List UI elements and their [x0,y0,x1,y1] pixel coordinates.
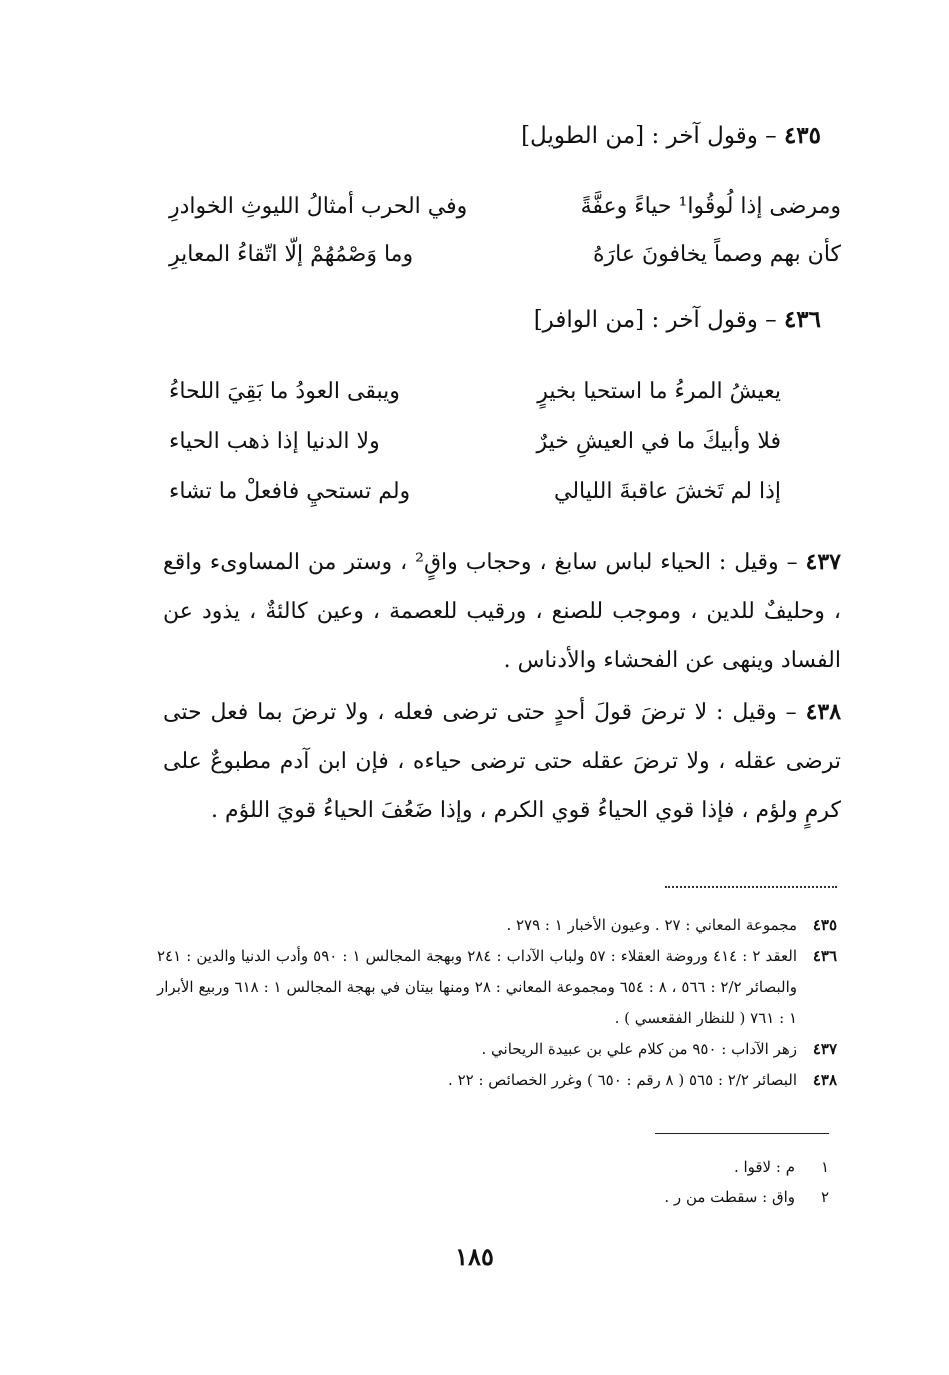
poem-436 [169,367,781,517]
second-hemistich: ولا الدنيا إذا ذهب الحياء [169,429,380,454]
first-hemistich: إذا لم تَخشَ عاقبةَ الليالي [554,479,781,504]
footnote-item [329,1152,829,1182]
note-item [157,910,837,941]
page-number: ١٨٥ [455,1242,494,1271]
verse-line [169,417,781,467]
footnote-item [329,1182,829,1212]
note-key: ٤٣٧ [812,1040,837,1058]
note-text: العقد ٢ : ٤١٤ وروضة العقلاء : ٥٧ ولباب الآداب : ٢٨٤ وبهجة المجالس ١ : ٥٩٠ وأدب الدنيا والدين : ٢٤١ والبصائر ٢/٢ : ٥٦٦ ، ٨ : ٦٥٤ ومجموعة المعاني : ٢٨ ومنها بيتان في بهجة المجالس ١ : ٦١٨ وربيع الأبرار ١ : ٧٦١ ( للنظار الفقعسي ) . [157,947,797,1027]
note-item [157,941,837,1034]
first-hemistich: كأن بهم وصماً يخافونَ عارَهُ [593,242,841,267]
second-hemistich: ولم تستحيِ فافعلْ ما تشاء [169,479,411,504]
note-key: ٤٣٦ [812,947,837,965]
footnote-text: م : لاقوا . [733,1158,795,1176]
note-text: البصائر ٢/٢ : ٥٦٥ ( ٨ رقم : ٦٥٠ ) وغرر الخصائص : ٢٢ . [448,1071,797,1089]
footnotes [329,1152,829,1212]
footnote-text: واق : سقطت من ر . [664,1188,795,1206]
second-hemistich: وما وَصْمُهُمْ إلّا اتّقاءُ المعايرِ [169,242,414,267]
verse-line [169,183,841,231]
note-text: مجموعة المعاني : ٢٧ . وعيون الأخبار ١ : ٢٧٩ . [506,916,797,934]
footnote-key: ١ [820,1158,829,1176]
entry-text: – وقيل : لا ترضَ قولَ أحدٍ حتى ترضى فعله ، ولا ترضَ بما فعل حتى ترضى عقله ، ولا ترضَ عقله حتى ترضى حياءه ، فإن ابن آدم مطبوعٌ على كرمٍ ولؤم ، فإذا قوي الحياءُ قوي الكرم ، وإذا ضَعُفَ الحياءُ قويَ اللؤم . [163,700,841,823]
entry-number: ٤٣٦ [783,306,821,333]
first-hemistich: ومرضى إذا لُوقُوا¹ حياءً وعفَّةً [580,194,841,219]
note-key: ٤٣٨ [812,1071,837,1089]
entry-435-heading [521,122,821,149]
entry-number: ٤٣٨ [805,699,842,725]
poem-435 [169,183,841,279]
note-text: زهر الآداب : ٩٥٠ من كلام علي بن عبيدة الريحاني . [481,1040,797,1058]
entry-heading-text: – وقول آخر : [من الوافر] [533,307,777,333]
verse-line [169,367,781,417]
note-item [157,1034,837,1065]
footnote-key: ٢ [820,1188,829,1206]
entry-number: ٤٣٧ [805,549,841,575]
second-hemistich: ويبقى العودُ ما بَقِيَ اللحاءُ [169,379,400,404]
note-key: ٤٣٥ [812,916,837,934]
verse-line [169,467,781,517]
first-hemistich: فلا وأبيكَ ما في العيشِ خيرٌ [536,429,781,454]
entry-437-paragraph [163,538,841,685]
footnotes-divider [655,1133,829,1134]
entry-436-heading [534,306,821,333]
entry-text: – وقيل : الحياء لباس سابغ ، وحجاب واقٍ² ، وستر من المساوىء واقع ، وحليفٌ للدين ، وموجب للصنع ، ورقيب للعصمة ، وعين كالئةٌ ، يذود عن الفساد وينهى عن الفحشاء والأدناس . [163,550,841,673]
entry-heading-text: – وقول آخر : [من الطويل] [521,123,777,149]
entry-438-paragraph [163,688,841,835]
notes-dotted-divider [665,886,837,888]
second-hemistich: وفي الحرب أمثالُ الليوثِ الخوادرِ [169,194,468,219]
note-item [157,1065,837,1096]
verse-line [169,231,841,279]
source-notes [157,910,837,1096]
first-hemistich: يعيشُ المرءُ ما استحيا بخيرٍ [537,379,781,404]
entry-number: ٤٣٥ [783,122,821,149]
